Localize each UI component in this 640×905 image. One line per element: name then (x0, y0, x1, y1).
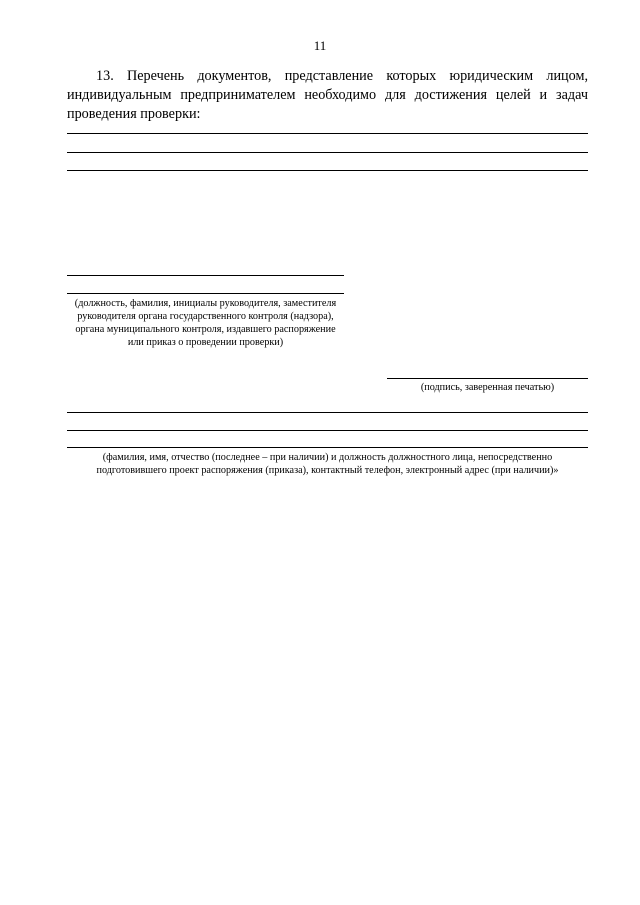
head-position-blank-line-1 (67, 275, 344, 276)
item-13-text: 13. Перечень документов, представление которых юридическим лицом, индивидуальным предпринимателем необходимо для достижения целей и задач проведения проверки: (67, 68, 588, 122)
documents-blank-line-1 (67, 133, 588, 134)
executor-blank-line-2 (67, 430, 588, 431)
executor-caption: (фамилия, имя, отчество (последнее – при наличии) и должность должностного лица, непосредственно подготовившего проект распоряжения (приказа), контактный телефон, электронный адрес (при наличии)» (96, 452, 559, 476)
signature-blank-line (387, 378, 588, 379)
executor-blank-line-1 (67, 412, 588, 413)
executor-blank-line-3 (67, 447, 588, 448)
documents-blank-line-3 (67, 170, 588, 171)
head-position-caption: (должность, фамилия, инициалы руководителя, заместителя руководителя органа государственного контроля (надзора), органа муниципального контроля, издавшего распоряжение или приказ о проведении проверки) (74, 298, 337, 348)
page-number: 11 (313, 38, 327, 53)
head-position-blank-line-2 (67, 293, 344, 294)
signature-caption: (подпись, заверенная печатью) (420, 382, 555, 393)
documents-blank-line-2 (67, 152, 588, 153)
